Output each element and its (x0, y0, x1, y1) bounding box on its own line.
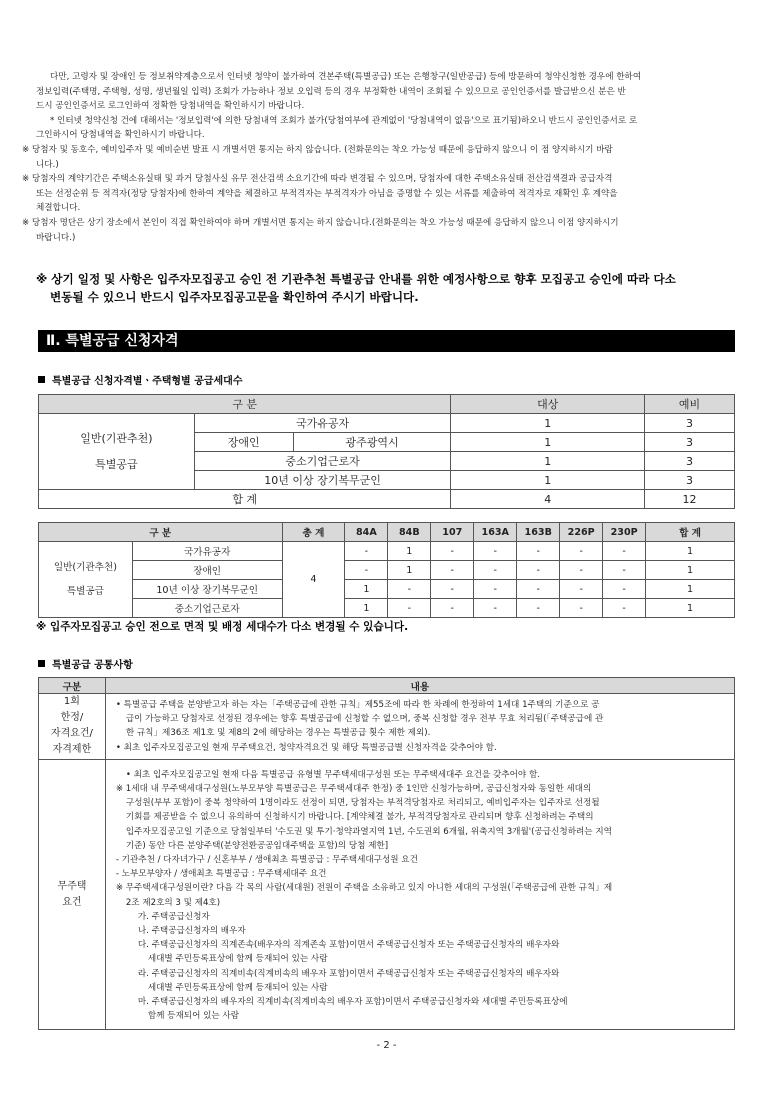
cell: - (603, 561, 646, 580)
cell: 1 (345, 580, 388, 599)
subheading-common: 특별공급 공통사항 (38, 656, 133, 671)
cell: - (560, 561, 603, 580)
cell: - (345, 542, 388, 561)
note-line: 정보입력(주택명, 주택형, 성명, 생년월일 입력) 조회가 가능하나 정보 오입력 등의 경우 부정확한 내역이 조회될 수 있으므로 공인인증서를 발급받으신 분은 반 (36, 86, 626, 97)
header-gubun: 구 분 (39, 395, 451, 414)
row-name: 장애인 (132, 561, 282, 580)
cell: - (474, 542, 517, 561)
row-content-homeless: • 최초 입주자모집공고일 현재 다음 특별공급 유형별 무주택세대구성원 또는 무주택세대주 요건을 갖추어야 함. ※ 1세대 내 무주택세대구성원(노부모부양 특별공급은 무주택세대주 한정) 중 1인만 신청가능하며, 공급신청자와 동일한 세대의 구성원(부부 포함)이 중복 청약하여 1명이라도 선정이 되면, 당첨자는 부적격당첨자로 처리되고, 예비입주자는 입주자로 선정될 기회를 제공받을 수 없으니 유의하여 신청하시기 바랍니다. [계약체결 불가, 부적격당첨자로 관리되며 향후 신청하려는 주택의 입주자모집공고일 기준으로 당첨일부터 '수도권 및 투기·청약과열지역 1년, 수도권외 6개월, 위축지역 3개월'(공급신청하려는 지역 기준) 동안 다른 분양주택(분양전환공공임대주택을 포함)의 당첨 제한] - 기관추천 / 다자녀가구 / 신혼부부 / 생애최초 특별공급 : 무주택세대구성원 요건 - 노부모부양자 / 생애최초 특별공급 : 무주택세대주 요건 ※ 무주택세대구성원이란? 다음 각 목의 사람(세대원) 전원이 주택을 소유하고 있지 아니한 세대의 구성원(「주택공급에 관한 규칙」제 2조 제2호의 3 및 제4호) 가. 주택공급신청자 나. 주택공급신청자의 배우자 다. 주택공급신청자의 직계존속(배우자의 직계존속 포함)이면서 주택공급신청자 또는 주택공급신청자의 배우자와 세대별 주민등록표상에 함께 등재되어 있는 사람 라. 주택공급신청자의 직계비속(직계비속의 배우자 포함)이면서 주택공급신청자 또는 주택공급신청자의 배우자와 세대별 주민등록표상에 함께 등재되어 있는 사람 마. 주택공급신청자의 배우자의 직계비속(직계비속의 배우자 포함)이면서 주택공급신청자와 세대별 주민등록표상에 함께 등재되어 있는 사람 (105, 759, 734, 1030)
cell: - (560, 542, 603, 561)
cell: - (517, 580, 560, 599)
cell: - (388, 599, 431, 618)
group-label: 일반(기관추천) 특별공급 (39, 414, 195, 490)
row-target: 1 (451, 452, 645, 471)
row-label-homeless: 무주택 요건 (39, 759, 106, 1030)
header-cell: 총 계 (282, 523, 345, 542)
header-cell: 226P (560, 523, 603, 542)
header-cell: 합 계 (646, 523, 735, 542)
header-cell: 107 (431, 523, 474, 542)
row-reserve: 3 (645, 452, 735, 471)
cell: - (517, 561, 560, 580)
header-cell: 163B (517, 523, 560, 542)
note-line: ※ 당첨자 및 동호수, 예비입주자 및 예비순번 발표 시 개별서면 통지는 하지 않습니다. (전화문의는 착오 가능성 때문에 응답하지 않으니 이 점 양지하시기 바람 (22, 144, 613, 155)
note-line: 체결합니다. (36, 203, 81, 214)
cell: - (431, 561, 474, 580)
cell: 1 (646, 599, 735, 618)
row-label-once: 1회 한정/ 자격요건/ 자격제한 (39, 694, 106, 760)
cell: - (474, 599, 517, 618)
row-name: 중소기업근로자 (194, 452, 451, 471)
note-line: 니다.) (36, 159, 59, 170)
section-title: Ⅱ. 특별공급 신청자격 (38, 330, 735, 352)
cell: 1 (388, 561, 431, 580)
cell: - (517, 542, 560, 561)
row-target: 1 (451, 414, 645, 433)
cell: 1 (646, 561, 735, 580)
note-line: ※ 당첨자 명단은 상기 장소에서 본인이 직접 확인하여야 하며 개별서면 통지는 하지 않습니다.(전화문의는 착오 가능성 때문에 응답하지 않으니 이점 양지하시기 (22, 217, 619, 228)
header-target: 대상 (451, 395, 645, 414)
row-name: 장애인 (194, 433, 293, 452)
cell: 1 (646, 542, 735, 561)
top-notes (22, 70, 752, 245)
bold-notice (36, 270, 752, 306)
row-reserve: 3 (645, 414, 735, 433)
row-region: 광주광역시 (293, 433, 451, 452)
header-cell: 84A (345, 523, 388, 542)
row-reserve: 3 (645, 433, 735, 452)
header-content: 내용 (105, 678, 734, 694)
area-change-note: ※ 입주자모집공고 승인 전으로 면적 및 배정 세대수가 다소 변경될 수 있습니다. (36, 621, 409, 633)
header-gubun: 구분 (39, 678, 106, 694)
cell: 1 (345, 599, 388, 618)
cell: - (345, 561, 388, 580)
header-cell: 163A (474, 523, 517, 542)
bold-notice-line: ※ 상기 일정 및 사항은 입주자모집공고 승인 전 기관추천 특별공급 안내를 위한 예정사항으로 향후 모집공고 승인에 따라 다소 (36, 272, 676, 286)
header-reserve: 예비 (645, 395, 735, 414)
cell: - (603, 542, 646, 561)
group-label: 일반(기관추천) 특별공급 (39, 542, 133, 618)
note-line: ※ 당첨자의 계약기간은 주택소유실태 및 과거 당첨사실 유무 전산검색 소요기간에 따라 변경될 수 있으며, 당첨자에 대한 주택소유실태 전산검색결과 공급자격 (22, 174, 613, 185)
note-line: 또는 선정순위 등 적격자(정당 당첨자)에 한하여 계약을 체결하고 부적격자는 부적격자가 아님을 증명할 수 있는 서류를 제출하여 적격자로 재확인 후 계약을 (36, 188, 618, 199)
total-label: 합 계 (39, 490, 451, 509)
cell: - (431, 542, 474, 561)
row-content-once: • 특별공급 주택을 분양받고자 하는 자는「주택공급에 관한 규칙」제55조에 따라 한 차례에 한정하여 1세대 1주택의 기준으로 공 급이 가능하고 당첨자로 선정된 경우에는 향후 특별공급에 신청할 수 없으며, 중복 신청할 경우 전부 무효 처리됨(「주택공급에 관 한 규칙」제36조 제1호 및 제8의 2에 해당하는 경우는 특별공급 횟수 제한 제외). • 최초 입주자모집공고일 현재 무주택요건, 청약자격요건 및 해당 특별공급별 신청자격을 갖추어야 함. (105, 694, 734, 760)
header-cell: 구 분 (39, 523, 283, 542)
header-cell: 84B (388, 523, 431, 542)
cell: - (560, 599, 603, 618)
cell: - (603, 580, 646, 599)
unit-type-table (38, 522, 735, 618)
cell: 1 (646, 580, 735, 599)
bold-notice-line: 변동될 수 있으니 반드시 입주자모집공고문을 확인하여 주시기 바랍니다. (50, 290, 419, 304)
cell: - (517, 599, 560, 618)
note-line: 드시 공인인증서로 로그인하여 정확한 당첨내역을 확인하시기 바랍니다. (36, 101, 305, 112)
total-reserve: 12 (645, 490, 735, 509)
note-line: 그인하시어 당첨내역을 확인하시기 바랍니다. (36, 130, 205, 141)
square-bullet-icon (38, 660, 45, 667)
cell: - (388, 580, 431, 599)
cell: 1 (388, 542, 431, 561)
note-line: 바랍니다.) (36, 232, 76, 243)
cell: - (603, 599, 646, 618)
subheading-supply-count: 특별공급 신청자격별ㆍ주택형별 공급세대수 (38, 372, 243, 387)
row-reserve: 3 (645, 471, 735, 490)
square-bullet-icon (38, 376, 45, 383)
cell: - (431, 599, 474, 618)
row-name: 국가유공자 (194, 414, 451, 433)
row-name: 10년 이상 장기복무군인 (132, 580, 282, 599)
cell: - (474, 561, 517, 580)
row-name: 중소기업근로자 (132, 599, 282, 618)
cell: - (431, 580, 474, 599)
note-line: 다만, 고령자 및 장애인 등 정보취약계층으로서 인터넷 청약이 불가하여 견본주택(특별공급) 또는 은행창구(일반공급) 등에 방문하여 청약신청한 경우에 한하여 (50, 72, 642, 82)
row-target: 1 (451, 471, 645, 490)
row-name: 국가유공자 (132, 542, 282, 561)
note-line: * 인터넷 청약신청 건에 대해서는 '정보입력'에 의한 당첨내역 조회가 불가(당첨여부에 관계없이 '당첨내역이 없음'으로 표기됨)하오니 반드시 공인인증서로 로 (50, 115, 638, 126)
grand-total: 4 (282, 542, 345, 618)
row-name: 10년 이상 장기복무군인 (194, 471, 451, 490)
row-target: 1 (451, 433, 645, 452)
header-cell: 230P (603, 523, 646, 542)
total-target: 4 (451, 490, 645, 509)
common-requirements-table (38, 677, 735, 1030)
cell: - (560, 580, 603, 599)
page-number: - 2 - (376, 1040, 397, 1051)
supply-count-table (38, 394, 735, 509)
cell: - (474, 580, 517, 599)
